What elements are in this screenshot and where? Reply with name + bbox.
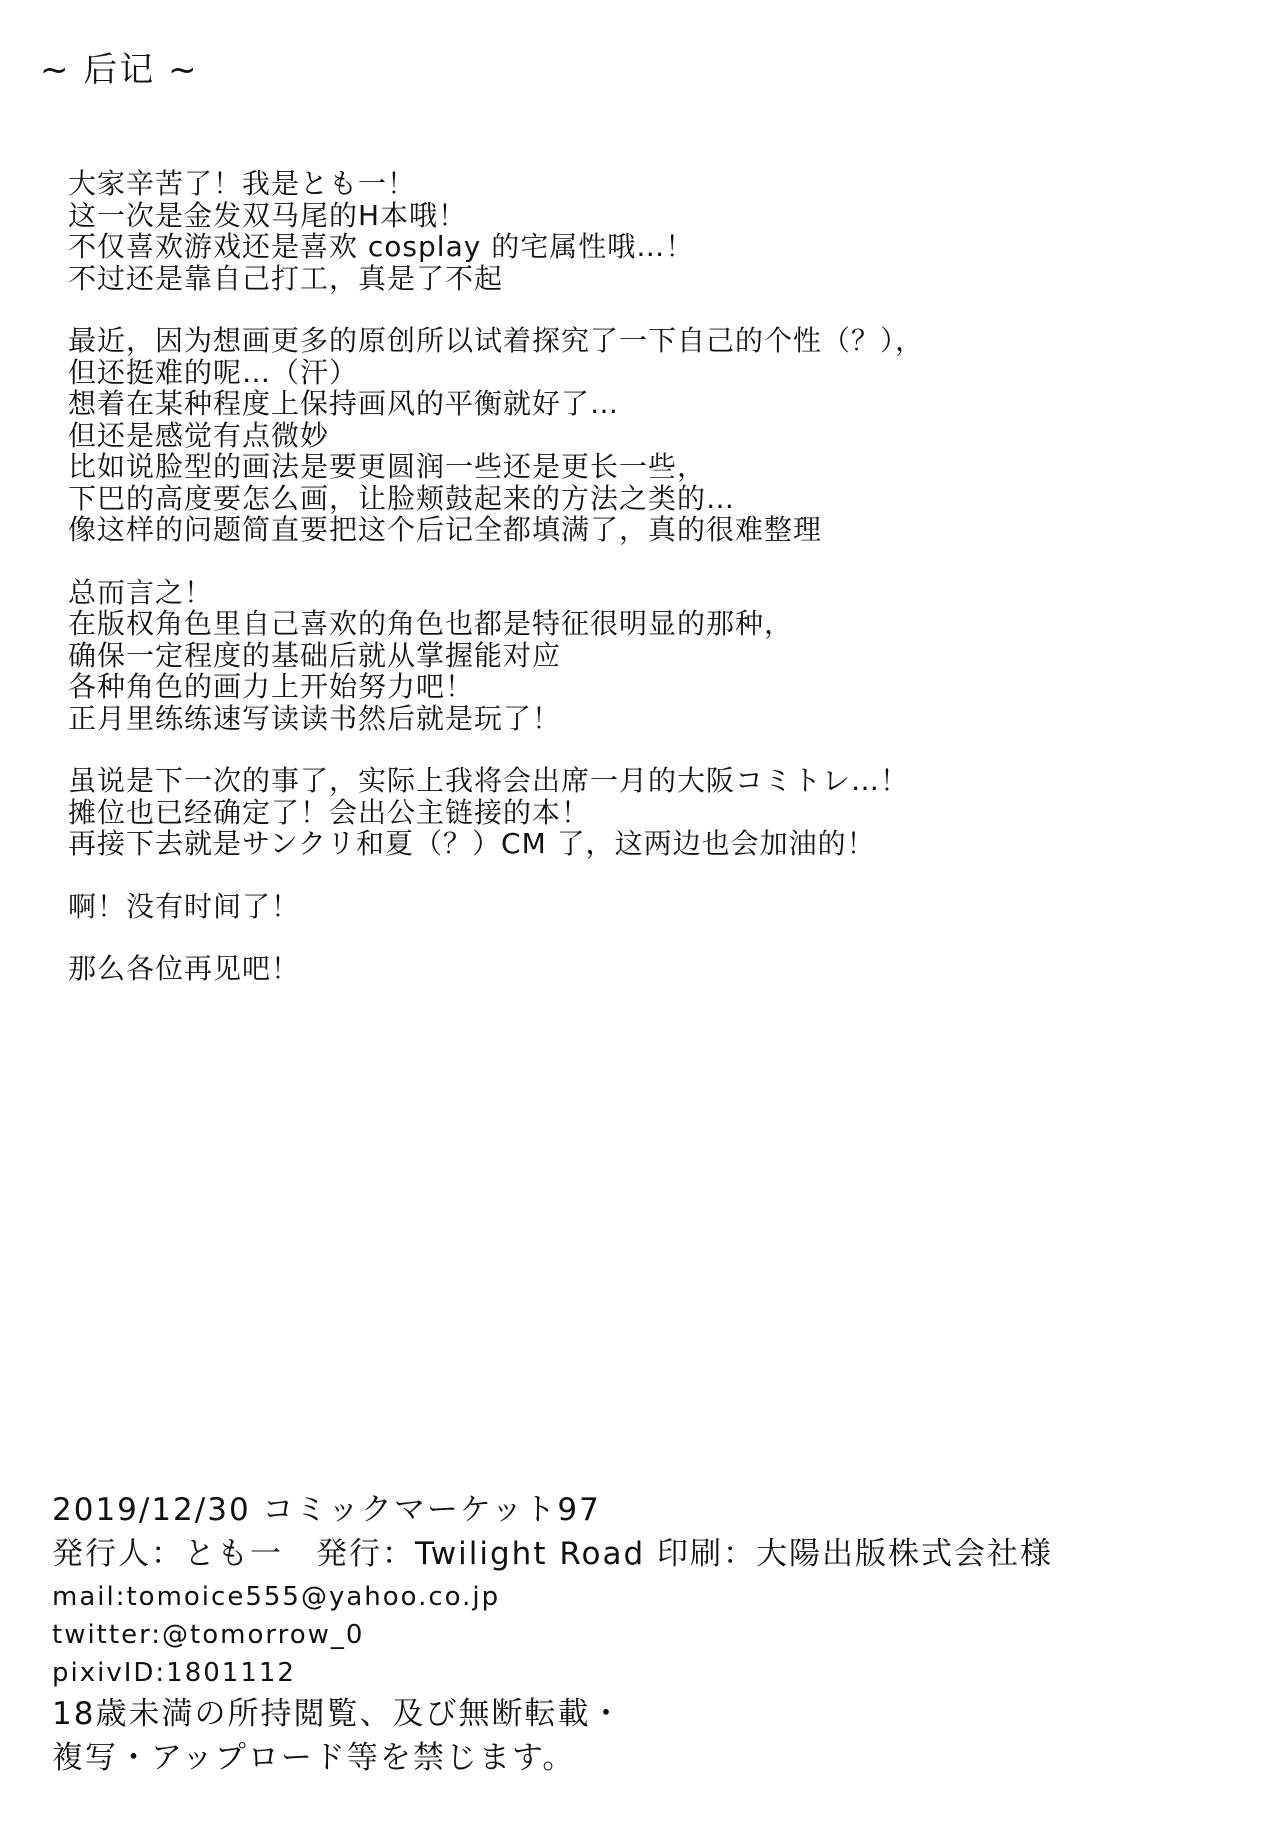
publisher-line: 発行人：とも一 発行：Twilight Road 印刷：大陽出版株式会社様 — [52, 1536, 1053, 1572]
paragraph-farewell — [68, 953, 1168, 985]
text-line: 不过还是靠自己打工，真是了不起 — [68, 261, 504, 295]
text-line: 再接下去就是サンクリ和夏（？）CM 了，这两边也会加油的！ — [68, 827, 876, 860]
text-line: 正月里练练速写读读书然后就是玩了！ — [68, 701, 562, 735]
text-line: 想着在某种程度上保持画风的平衡就好了… — [68, 387, 620, 420]
text-line: 啊！没有时间了！ — [68, 889, 301, 923]
paragraph-art-style — [68, 325, 1168, 546]
page-title: ~ 后记 ~ — [40, 50, 199, 90]
text-line: 下巴的高度要怎么画，让脸颊鼓起来的方法之类的… — [68, 481, 736, 515]
text-line: 那么各位再见吧！ — [68, 952, 301, 985]
text-line: 这一次是金发双马尾的H本哦！ — [68, 198, 468, 232]
afterword-body — [68, 168, 1168, 1016]
text-line: 但还挺难的呢…（汗） — [68, 355, 359, 389]
text-line: 确保一定程度的基础后就从掌握能对应 — [68, 638, 562, 672]
text-line: 总而言之！ — [68, 575, 214, 609]
text-line: 比如说脸型的画法是要更圆润一些还是更长一些， — [68, 450, 707, 483]
mail-line: mail:tomoice555@yahoo.co.jp — [52, 1582, 501, 1612]
paragraph-greeting — [68, 168, 1168, 294]
colophon — [52, 1488, 1232, 1780]
text-line: 各种角色的画力上开始努力吧！ — [68, 670, 475, 703]
notice-line: 18歳未満の所持閲覧、及び無断転載・ — [52, 1696, 624, 1732]
text-line: 最近，因为想画更多的原创所以试着探究了一下自己的个性（？）， — [68, 324, 925, 357]
text-line: 摊位也已经确定了！会出公主链接的本！ — [68, 795, 591, 829]
paragraph-plans — [68, 577, 1168, 735]
twitter-line: twitter:@tomorrow_0 — [52, 1620, 365, 1650]
paragraph-no-time — [68, 891, 1168, 923]
event-line: 2019/12/30 コミックマーケット97 — [52, 1492, 601, 1528]
text-line: 像这样的问题简直要把这个后记全都填满了，真的很难整理 — [68, 513, 823, 546]
text-line: 但还是感觉有点微妙 — [68, 418, 330, 452]
pixiv-line: pixivID:1801112 — [52, 1658, 296, 1688]
text-line: 在版权角色里自己喜欢的角色也都是特征很明显的那种， — [68, 607, 794, 640]
text-line: 不仅喜欢游戏还是喜欢 cosplay 的宅属性哦…！ — [68, 230, 695, 263]
text-line: 大家辛苦了！我是とも一！ — [68, 167, 417, 200]
text-line: 虽说是下一次的事了，实际上我将会出席一月的大阪コミトレ…！ — [68, 764, 910, 797]
notice-line: 複写・アップロード等を禁じます。 — [52, 1740, 576, 1776]
paragraph-events — [68, 765, 1168, 860]
